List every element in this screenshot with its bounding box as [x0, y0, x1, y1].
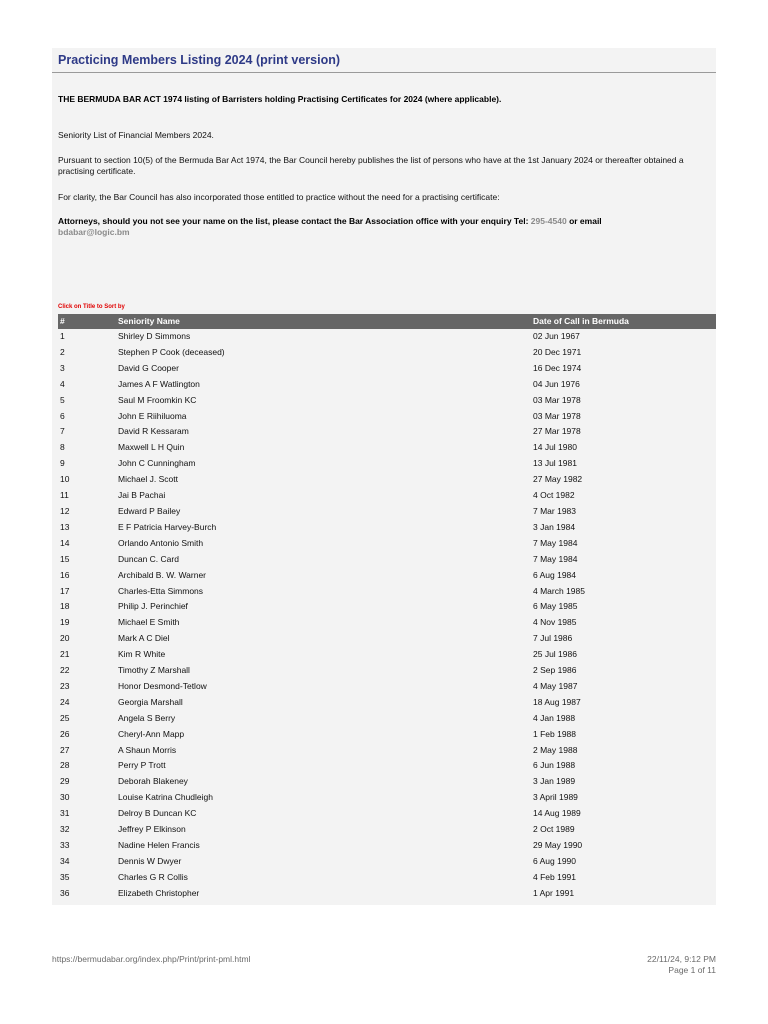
cell-number: 35 — [60, 871, 70, 882]
table-row — [58, 854, 716, 870]
cell-number: 16 — [60, 569, 70, 580]
cell-date-of-call: 13 Jul 1981 — [533, 458, 577, 469]
table-row — [58, 806, 716, 822]
table-row — [58, 488, 716, 504]
cell-date-of-call: 2 Sep 1986 — [533, 665, 577, 676]
cell-seniority-name: Shirley D Simmons — [118, 331, 191, 341]
table-row — [58, 361, 716, 377]
cell-number: 8 — [60, 442, 65, 453]
cell-date-of-call: 6 May 1985 — [533, 601, 578, 612]
table-row — [58, 822, 716, 838]
cell-seniority-name: Michael E Smith — [118, 617, 180, 628]
table-row — [58, 345, 716, 361]
cell-seniority-name: Jeffrey P Elkinson — [118, 824, 186, 835]
cell-date-of-call: 6 Aug 1990 — [533, 855, 577, 866]
cell-number: 22 — [60, 665, 70, 676]
table-row — [58, 838, 716, 854]
cell-seniority-name: Angela S Berry — [118, 712, 176, 723]
cell-seniority-name: Elizabeth Christopher — [118, 887, 200, 898]
cell-number: 32 — [60, 824, 70, 835]
footer-page-number: Page 1 of 11 — [668, 965, 716, 975]
table-row — [58, 393, 716, 409]
cell-date-of-call: 3 Jan 1984 — [533, 521, 576, 532]
cell-date-of-call: 27 Mar 1978 — [533, 426, 581, 437]
cell-number: 36 — [60, 887, 70, 898]
notice-mid: or email — [566, 216, 602, 226]
cell-seniority-name: David G Cooper — [118, 362, 179, 373]
table-row — [58, 758, 716, 774]
cell-date-of-call: 7 May 1984 — [533, 537, 578, 548]
column-header-seniority-name[interactable]: Seniority Name — [116, 314, 531, 329]
table-row — [58, 377, 716, 393]
cell-seniority-name: Jai B Pachai — [118, 490, 166, 501]
table-row — [58, 743, 716, 759]
cell-seniority-name: James A F Watlington — [118, 378, 200, 389]
cell-date-of-call: 4 Oct 1982 — [533, 490, 575, 501]
cell-seniority-name: Saul M Froomkin KC — [118, 394, 197, 405]
cell-number: 20 — [60, 633, 70, 644]
page-title: Practicing Members Listing 2024 (print version) — [58, 53, 341, 67]
table-row — [58, 568, 716, 584]
table-row — [58, 329, 716, 345]
cell-number: 7 — [60, 426, 65, 437]
table-body — [58, 329, 716, 902]
table-row — [58, 679, 716, 695]
cell-seniority-name: Philip J. Perinchief — [118, 601, 188, 612]
cell-number: 6 — [60, 410, 65, 421]
cell-number: 29 — [60, 776, 70, 787]
cell-number: 19 — [60, 617, 70, 628]
page-panel — [52, 48, 716, 905]
table-row — [58, 647, 716, 663]
cell-number: 31 — [60, 808, 70, 819]
cell-date-of-call: 4 Jan 1988 — [533, 712, 576, 723]
cell-date-of-call: 25 Jul 1986 — [533, 649, 577, 660]
cell-seniority-name: Georgia Marshall — [118, 696, 183, 707]
intro-heading: THE BERMUDA BAR ACT 1974 listing of Barristers holding Practising Certificates for 2024 (where applicable). — [58, 94, 502, 104]
table-row — [58, 870, 716, 886]
cell-date-of-call: 29 May 1990 — [533, 840, 583, 850]
cell-seniority-name: John C Cunningham — [118, 458, 196, 469]
notice-prefix: Attorneys, should you not see your name on the list, please contact the Bar Association office with your enquiry Tel: — [58, 216, 531, 226]
cell-seniority-name: Archibald B. W. Warner — [118, 569, 207, 580]
cell-number: 28 — [60, 760, 70, 771]
cell-number: 10 — [60, 474, 70, 485]
table-row — [58, 472, 716, 488]
cell-seniority-name: Michael J. Scott — [118, 474, 178, 485]
cell-seniority-name: A Shaun Morris — [118, 744, 177, 755]
members-table — [58, 314, 716, 902]
cell-date-of-call: 18 Aug 1987 — [533, 696, 581, 707]
cell-date-of-call: 3 April 1989 — [533, 792, 578, 803]
cell-number: 15 — [60, 553, 70, 564]
cell-number: 9 — [60, 458, 65, 469]
cell-seniority-name: John E Riihiluoma — [118, 410, 187, 421]
cell-number: 1 — [60, 331, 65, 341]
cell-number: 17 — [60, 585, 70, 596]
cell-seniority-name: Nadine Helen Francis — [118, 840, 200, 850]
cell-seniority-name: Edward P Bailey — [118, 505, 181, 516]
cell-seniority-name: E F Patricia Harvey-Burch — [118, 521, 217, 532]
table-row — [58, 504, 716, 520]
cell-number: 13 — [60, 521, 70, 532]
cell-number: 25 — [60, 712, 70, 723]
cell-number: 14 — [60, 537, 70, 548]
cell-seniority-name: Stephen P Cook (deceased) — [118, 346, 225, 357]
column-header-number[interactable]: # — [58, 314, 116, 329]
cell-seniority-name: Kim R White — [118, 649, 166, 660]
cell-date-of-call: 3 Jan 1989 — [533, 776, 576, 787]
sort-hint: Click on Title to Sort by — [58, 304, 125, 310]
table-row — [58, 520, 716, 536]
attorneys-notice — [58, 216, 708, 238]
cell-seniority-name: Louise Katrina Chudleigh — [118, 792, 213, 803]
cell-date-of-call: 1 Apr 1991 — [533, 887, 575, 898]
table-row — [58, 536, 716, 552]
table-row — [58, 774, 716, 790]
cell-number: 24 — [60, 696, 70, 707]
cell-date-of-call: 4 Nov 1985 — [533, 617, 577, 628]
cell-date-of-call: 1 Feb 1988 — [533, 728, 577, 739]
cell-seniority-name: Deborah Blakeney — [118, 776, 188, 787]
cell-number: 27 — [60, 744, 70, 755]
cell-seniority-name: Maxwell L H Quin — [118, 442, 185, 453]
cell-seniority-name: Perry P Trott — [118, 760, 166, 771]
cell-seniority-name: Mark A C Diel — [118, 633, 170, 644]
table-row — [58, 727, 716, 743]
cell-seniority-name: Charles-Etta Simmons — [118, 585, 204, 596]
footer-url: https://bermudabar.org/index.php/Print/print-pml.html — [52, 954, 251, 964]
clarity-paragraph: For clarity, the Bar Council has also incorporated those entitled to practice without the need for a practising certificate: — [58, 192, 500, 202]
cell-seniority-name: Cheryl-Ann Mapp — [118, 728, 185, 739]
cell-date-of-call: 7 Mar 1983 — [533, 505, 576, 516]
cell-date-of-call: 02 Jun 1967 — [533, 331, 580, 341]
cell-number: 21 — [60, 649, 70, 660]
cell-date-of-call: 6 Aug 1984 — [533, 569, 577, 580]
table-row — [58, 886, 716, 902]
footer-meta — [647, 954, 716, 976]
cell-date-of-call: 20 Dec 1971 — [533, 346, 582, 357]
cell-date-of-call: 2 May 1988 — [533, 744, 578, 755]
cell-number: 2 — [60, 346, 65, 357]
cell-date-of-call: 6 Jun 1988 — [533, 760, 576, 771]
cell-number: 3 — [60, 362, 65, 373]
table-row — [58, 631, 716, 647]
table-row — [58, 615, 716, 631]
cell-date-of-call: 16 Dec 1974 — [533, 362, 582, 373]
cell-date-of-call: 14 Jul 1980 — [533, 442, 577, 453]
cell-seniority-name: Orlando Antonio Smith — [118, 537, 204, 548]
tel-link[interactable]: 295-4540 — [530, 216, 567, 226]
cell-number: 18 — [60, 601, 70, 612]
cell-number: 23 — [60, 680, 70, 691]
cell-number: 30 — [60, 792, 70, 803]
cell-date-of-call: 2 Oct 1989 — [533, 824, 575, 835]
seniority-list-paragraph: Seniority List of Financial Members 2024. — [58, 130, 214, 140]
cell-number: 11 — [60, 490, 69, 501]
table-row — [58, 409, 716, 425]
table-row — [58, 790, 716, 806]
footer-timestamp: 22/11/24, 9:12 PM — [647, 954, 716, 964]
cell-seniority-name: Dennis W Dwyer — [118, 855, 182, 866]
table-row — [58, 456, 716, 472]
cell-number: 4 — [60, 378, 65, 389]
cell-seniority-name: Duncan C. Card — [118, 553, 179, 564]
cell-seniority-name: Charles G R Collis — [118, 871, 188, 882]
cell-date-of-call: 04 Jun 1976 — [533, 378, 580, 389]
cell-number: 5 — [60, 394, 65, 405]
table-row — [58, 552, 716, 568]
table-row — [58, 695, 716, 711]
cell-seniority-name: Delroy B Duncan KC — [118, 808, 197, 819]
cell-number: 12 — [60, 505, 70, 516]
cell-date-of-call: 4 Feb 1991 — [533, 871, 577, 882]
cell-number: 33 — [60, 840, 70, 850]
table-row — [58, 584, 716, 600]
cell-date-of-call: 7 May 1984 — [533, 553, 578, 564]
cell-date-of-call: 03 Mar 1978 — [533, 394, 581, 405]
cell-date-of-call: 4 March 1985 — [533, 585, 585, 596]
table-row — [58, 663, 716, 679]
cell-number: 34 — [60, 855, 70, 866]
table-row — [58, 424, 716, 440]
pursuant-paragraph: Pursuant to section 10(5) of the Bermuda Bar Act 1974, the Bar Council hereby publishes the list of persons who have at the 1st January 2024 or thereafter obtained a practising certificate. — [58, 155, 684, 176]
table-row — [58, 711, 716, 727]
column-header-date-of-call[interactable]: Date of Call in Bermuda — [531, 314, 716, 329]
cell-date-of-call: 7 Jul 1986 — [533, 633, 573, 644]
title-divider — [52, 72, 716, 73]
cell-seniority-name: David R Kessaram — [118, 426, 189, 437]
cell-seniority-name: Honor Desmond-Tetlow — [118, 680, 207, 691]
cell-seniority-name: Timothy Z Marshall — [118, 665, 190, 676]
table-row — [58, 440, 716, 456]
cell-date-of-call: 27 May 1982 — [533, 474, 583, 485]
table-header-row — [58, 314, 716, 329]
cell-date-of-call: 03 Mar 1978 — [533, 410, 581, 421]
cell-date-of-call: 4 May 1987 — [533, 680, 578, 691]
email-link[interactable]: bdabar@logic.bm — [58, 227, 130, 237]
cell-date-of-call: 14 Aug 1989 — [533, 808, 581, 819]
table-row — [58, 599, 716, 615]
cell-number: 26 — [60, 728, 70, 739]
